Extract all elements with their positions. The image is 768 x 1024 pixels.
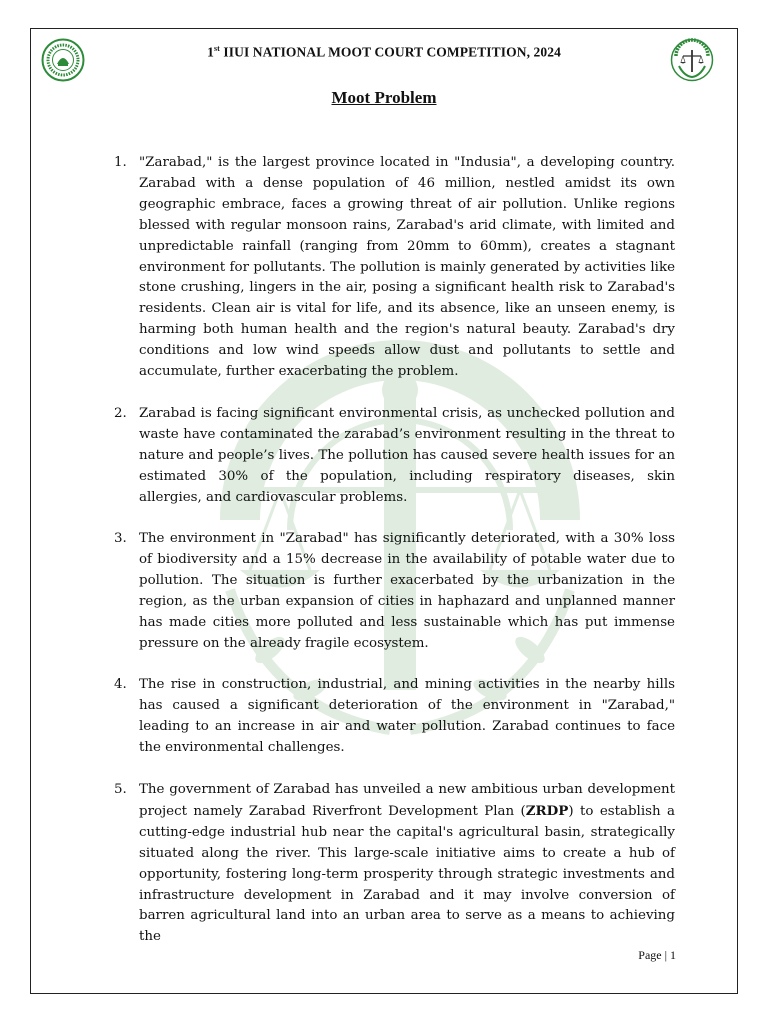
list-item-number: 5.	[114, 782, 127, 797]
list-item-number: 2.	[114, 406, 127, 421]
list-item-text: "Zarabad," is the largest province located in "Indusia", a developing country. Zarabad with a dense population of 46 million, nestled amidst its own geographic embrace, faces a growing threat of air pollution. Unlike regions blessed with regular monsoon rains, Zarabad's arid climate, with limited and unpredictable rainfall (ranging from 20mm to 60mm), creates a stagnant environment for pollutants. The pollution is mainly generated by activities like stone crushing, lingers in the air, posing a significant health risk to Zarabad's residents. Clean air is vital for life, and its absence, like an unseen enemy, is harming both human health and the region's natural beauty. Zarabad's dry conditions and low wind speeds allow dust and pollutants to settle and accumulate, further exacerbating the problem.	[139, 155, 675, 380]
zrdp-acronym: ZRDP	[525, 802, 569, 819]
list-item-text-after: ) to establish a cutting-edge industrial hub near the capital's agricultural basin, strategically situated along the river. This large-scale initiative aims to create a hub of opportunity, fostering long-term prosperity through strategic investments and infrastructure development in Zarabad and it may involve conversion of barren agricultural land into an urban area to serve as a means to achieving the	[139, 803, 676, 945]
competition-header	[0, 44, 768, 61]
list-item	[114, 675, 675, 759]
page-number: Page | 1	[638, 948, 676, 962]
list-item-text	[139, 780, 675, 948]
list-item	[114, 780, 675, 948]
document-title	[0, 88, 768, 108]
list-item-number: 4.	[114, 677, 127, 692]
list-item-text: The environment in "Zarabad" has significantly deteriorated, with a 30% loss of biodiversity and a 15% decrease in the availability of potable water due to pollution. The situation is further exacerbated by the urbanization in the region, as the urban expansion of cities in haphazard and unplanned manner has made cities more polluted and less sustainable which has put immense pressure on the already fragile ecosystem.	[139, 531, 675, 651]
list-item-number: 3.	[114, 531, 127, 546]
list-item	[114, 404, 675, 509]
header-ordinal-suffix: st	[213, 44, 220, 53]
document-title-text: Moot Problem	[331, 88, 437, 107]
list-item-text: Zarabad is facing significant environmental crisis, as unchecked pollution and waste have contaminated the zarabad’s environment resulting in the threat to nature and people’s lives. The pollution has caused severe health issues for an estimated 30% of the population, including respiratory diseases, skin allergies, and cardiovascular problems.	[139, 406, 675, 505]
header-ordinal: 1	[207, 44, 214, 60]
header-title: IIUI NATIONAL MOOT COURT COMPETITION, 2024	[219, 44, 561, 60]
list-item-number: 1.	[114, 155, 127, 170]
list-item-text-before: The government of Zarabad has unveiled a new ambitious urban development project namely Zarabad Riverfront Development Plan (	[139, 782, 675, 819]
list-item	[114, 153, 675, 383]
list-item-text: The rise in construction, industrial, and mining activities in the nearby hills has caused a significant deterioration of the environment in "Zarabad," leading to an increase in air and water pollution. Zarabad continues to face the environmental challenges.	[139, 677, 675, 755]
list-item	[114, 529, 675, 654]
